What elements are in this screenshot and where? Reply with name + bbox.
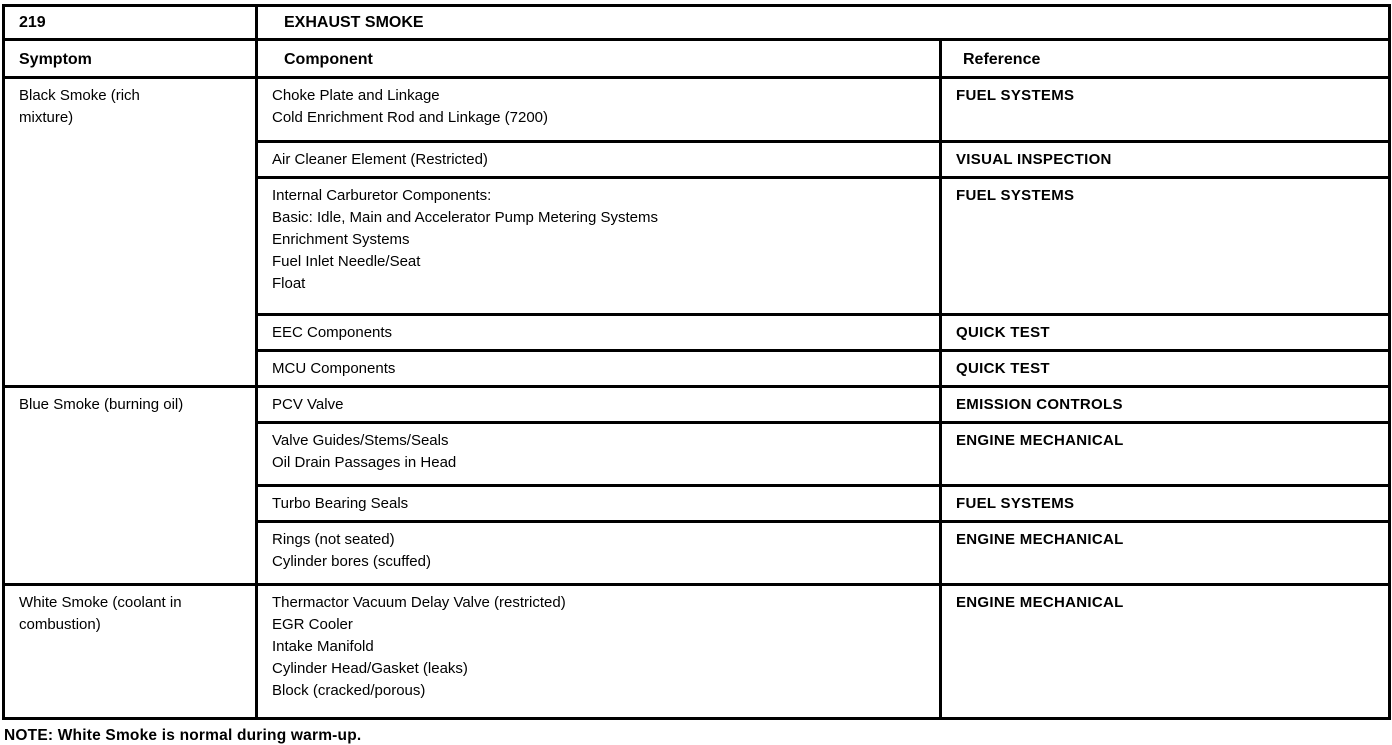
component-cell: Choke Plate and Linkage Cold Enrichment Rod and Linkage (7200) bbox=[257, 78, 941, 142]
component-cell: PCV Valve bbox=[257, 387, 941, 423]
reference-cell: ENGINE MECHANICAL bbox=[941, 522, 1390, 585]
footnote: NOTE: White Smoke is normal during warm-up. bbox=[4, 727, 362, 744]
symptom-cell-black-smoke bbox=[4, 78, 257, 387]
table-row bbox=[4, 78, 1390, 142]
reference-cell: ENGINE MECHANICAL bbox=[941, 423, 1390, 486]
col-header-component: Component bbox=[257, 40, 941, 78]
reference-cell: QUICK TEST bbox=[941, 351, 1390, 387]
reference-cell: FUEL SYSTEMS bbox=[941, 178, 1390, 315]
component-cell: Turbo Bearing Seals bbox=[257, 486, 941, 522]
symptom-text: Black Smoke (rich bbox=[19, 87, 140, 104]
symptom-text: Blue Smoke (burning oil) bbox=[19, 396, 184, 413]
symptom-cell-blue-smoke bbox=[4, 387, 257, 585]
component-cell: MCU Components bbox=[257, 351, 941, 387]
component-cell: EEC Components bbox=[257, 315, 941, 351]
reference-cell: FUEL SYSTEMS bbox=[941, 486, 1390, 522]
table-row bbox=[4, 585, 1390, 719]
table-title-row bbox=[4, 6, 1390, 40]
reference-cell: QUICK TEST bbox=[941, 315, 1390, 351]
component-cell: Valve Guides/Stems/Seals Oil Drain Passages in Head bbox=[257, 423, 941, 486]
col-header-symptom: Symptom bbox=[4, 40, 257, 78]
exhaust-smoke-diagnosis-table bbox=[2, 4, 1391, 720]
reference-cell: EMISSION CONTROLS bbox=[941, 387, 1390, 423]
symptom-text: White Smoke (coolant in bbox=[19, 594, 182, 611]
symptom-text: combustion) bbox=[19, 616, 101, 633]
table-number: 219 bbox=[4, 6, 257, 40]
table-title: EXHAUST SMOKE bbox=[257, 6, 1390, 40]
component-cell: Air Cleaner Element (Restricted) bbox=[257, 142, 941, 178]
reference-cell: ENGINE MECHANICAL bbox=[941, 585, 1390, 719]
table-row bbox=[4, 387, 1390, 423]
component-cell: Internal Carburetor Components: Basic: Idle, Main and Accelerator Pump Metering Systems Enrichment Systems Fuel Inlet Needle/Seat Float bbox=[257, 178, 941, 315]
column-header-row bbox=[4, 40, 1390, 78]
col-header-reference: Reference bbox=[941, 40, 1390, 78]
symptom-text: mixture) bbox=[19, 109, 74, 126]
component-cell: Rings (not seated) Cylinder bores (scuffed) bbox=[257, 522, 941, 585]
reference-cell: FUEL SYSTEMS bbox=[941, 78, 1390, 142]
reference-cell: VISUAL INSPECTION bbox=[941, 142, 1390, 178]
symptom-cell-white-smoke bbox=[4, 585, 257, 719]
component-cell: Thermactor Vacuum Delay Valve (restricted) EGR Cooler Intake Manifold Cylinder Head/Gasket (leaks) Block (cracked/porous) bbox=[257, 585, 941, 719]
